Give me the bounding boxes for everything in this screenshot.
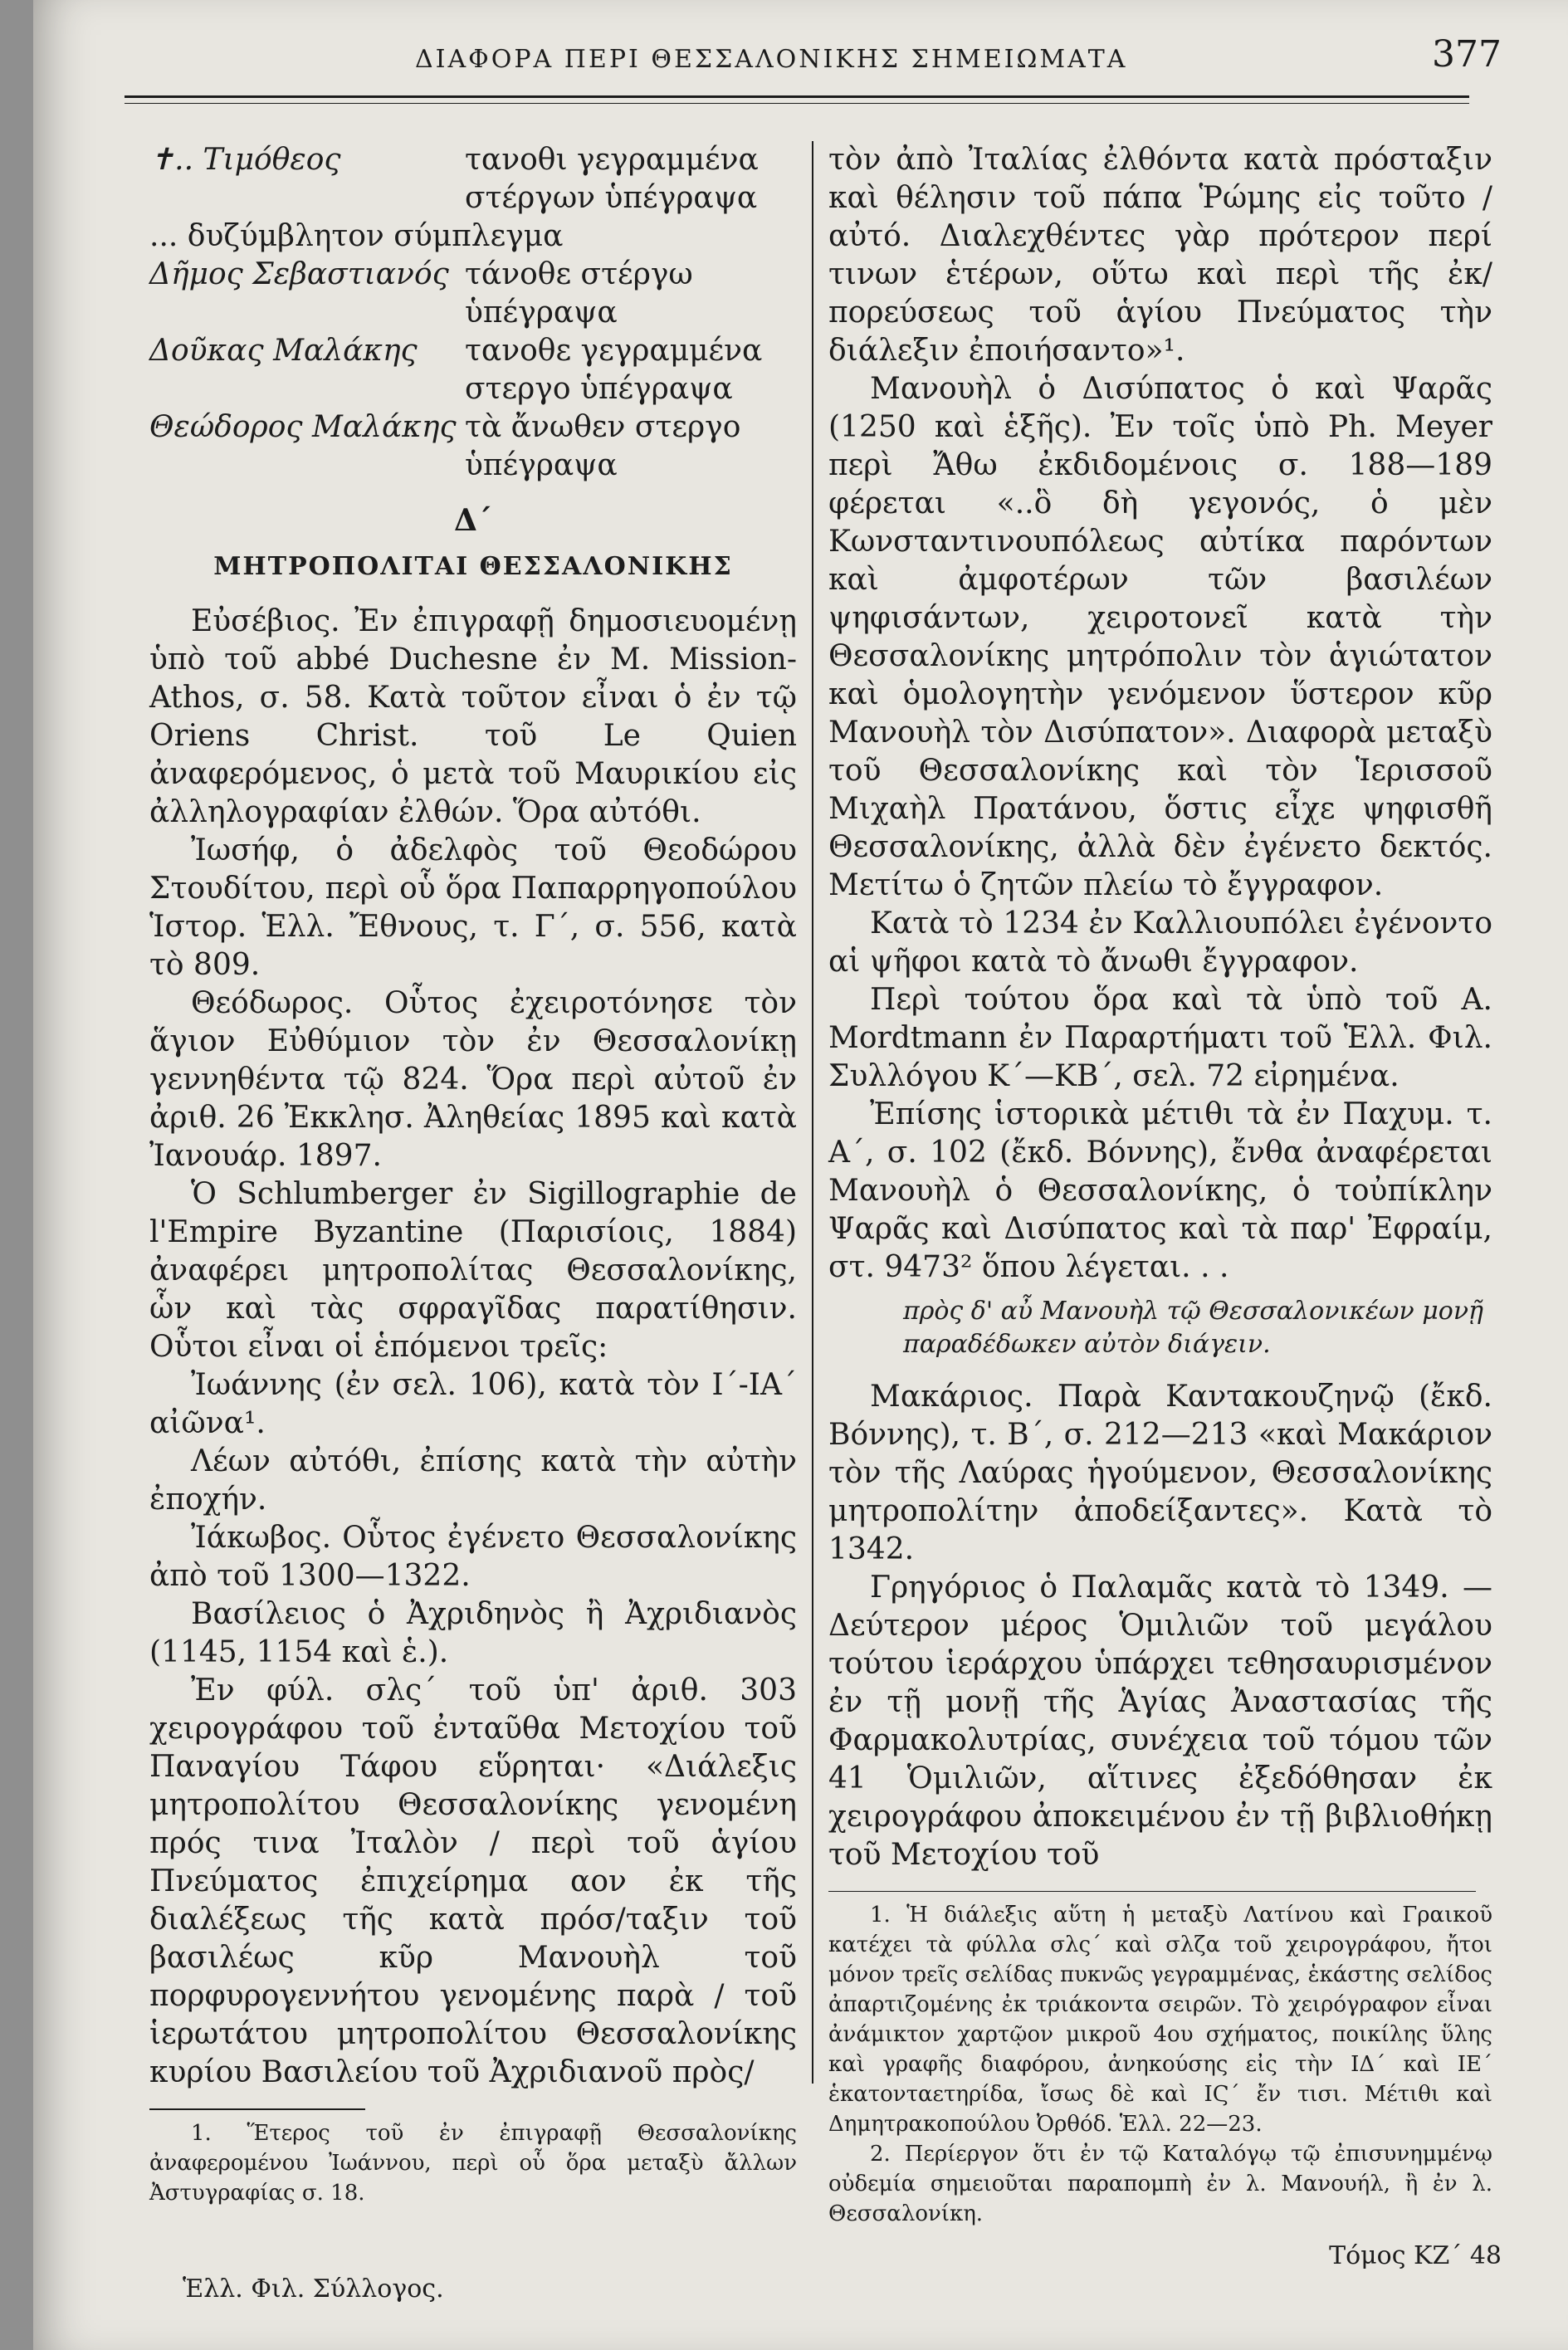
volume-signature: Τόμος ΚΖ΄ 48 [1329, 2241, 1502, 2270]
header-rule-thin [125, 103, 1469, 104]
paragraph: Ἐπίσης ἱστορικὰ μέτιθι τὰ ἐν Παχυμ. τ. Α΄, σ. 102 (ἔκδ. Βόννης), ἔνθα ἀναφέρεται Μανουὴλ ὁ Θεσσαλονίκης, ὁ τοὐπίκλην Ψαρᾶς καὶ Δισύπατος καὶ τὰ παρ' Ἐφραίμ, στ. 9473² ὅπου λέγεται. . . [828, 1097, 1492, 1284]
paragraph: Μανουὴλ ὁ Δισύπατος ὁ καὶ Ψαρᾶς (1250 καὶ ἑξῆς). Ἐν τοῖς ὑπὸ Ph. Meyer περὶ Ἄθω ἐκδιδομένοις σ. 188—189 φέρεται «..ὃ δὴ γεγονός, ὁ μὲν Κωνσταντινουπόλεως αὐτίκα παρόντων καὶ ἀμφοτέρων τῶν βασιλέων ψηφισάντων, χειροτονεῖ κατὰ τὴν Θεσσαλονίκης μητρόπολιν τὸν ἁγιώτατον καὶ ὁμολογητὴν γενόμενον ὕστερον κῦρ Μανουὴλ τὸν Δισύπατον». Διαφορὰ μεταξὺ τοῦ Θεσσαλονίκης καὶ τὸν Ἱερισσοῦ Μιχαὴλ Πρατάνου, ὅστις εἶχε ψηφισθῆ Θεσσαλονίκης, ἀλλὰ δὲν ἐγένετο δεκτός. Μετίτω ὁ ζητῶν πλείω τὸ ἔγγραφον. [828, 372, 1492, 902]
paragraph: Εὐσέβιος. Ἐν ἐπιγραφῇ δημοσιευομένῃ ὑπὸ τοῦ abbé Duchesne ἐν M. Mission-Athos, σ. 58. Κατὰ τοῦτον εἶναι ὁ ἐν τῷ Oriens Christ. τοῦ Le Quien ἀναφερόμενος, ὁ μετὰ τοῦ Μαυρικίου εἰς ἀλληλογραφίαν ἐλθών. Ὅρα αὐτόθι. [149, 604, 797, 829]
paragraph: Κατὰ τὸ 1234 ἐν Καλλιουπόλει ἐγένοντο αἱ ψῆφοι κατὰ τὸ ἄνωθι ἔγγραφον. [828, 906, 1492, 979]
verse-quote: πρὸς δ' αὖ Μανουὴλ τῷ Θεσσαλονικέων μονῇ παραδέδωκεν αὐτὸν διάγειν. [903, 1297, 1484, 1359]
signature-text: τάνοθε στέργω ὑπέγραψα [465, 257, 693, 330]
signature-name: Θεώδορος Μαλάκης [149, 410, 457, 444]
footer-society: Ἑλλ. Φιλ. Σύλλογος. [183, 2274, 444, 2304]
footnote-rule [149, 2108, 365, 2110]
signature-name: Δῆμος Σεβαστιανός [149, 257, 449, 291]
signature-list [149, 141, 797, 485]
paragraph: Ἰωάννης (ἐν σελ. 106), κατὰ τὸν Ι΄-ΙΑ΄ αἰῶνα¹. [149, 1368, 797, 1440]
signature-text: τανοθι γεγραμμένα στέργων ὑπέγραψα [465, 143, 759, 215]
header-rule [125, 95, 1469, 98]
signature-name: ... δυζύμβλητον σύμπλεγμα [149, 219, 564, 253]
left-column [149, 141, 797, 2208]
paragraph: Γρηγόριος ὁ Παλαμᾶς κατὰ τὸ 1349. —Δεύτερον μέρος Ὁμιλιῶν τοῦ μεγάλου τούτου ἱεράρχου ὑπάρχει τεθησαυρισμένον ἐν τῇ μονῇ τῆς Ἁγίας Ἀναστασίας τῆς Φαρμακολυτρίας, συνέχεια τοῦ τόμου τῶν 41 Ὁμιλιῶν, αἵτινες ἐξεδόθησαν ἐκ χειρογράφου ἀποκειμένου ἐν τῇ βιβλιοθήκῃ τοῦ Μετοχίου τοῦ [828, 1571, 1492, 1872]
paragraph: Μακάριος. Παρὰ Καντακουζηνῷ (ἔκδ. Βόννης), τ. Β΄, σ. 212—213 «καὶ Μακάριον τὸν τῆς Λαύρας ἡγούμενον, Θεσσαλονίκης μητροπολίτην ἀποδείξαντες». Κατὰ τὸ 1342. [828, 1380, 1492, 1566]
paragraph: Ἐν φύλ. σλς΄ τοῦ ὑπ' ἀριθ. 303 χειρογράφου τοῦ ἐνταῦθα Μετοχίου τοῦ Παναγίου Τάφου εὕρηται· «Διάλεξις μητροπολίτου Θεσσαλονίκης γενομένη πρός τινα Ἰταλὸν / περὶ τοῦ ἁγίου Πνεύματος ἐπιχείρημα αον ἐκ τῆς διαλέξεως τῆς κατὰ πρόσ/ταξιν τοῦ βασιλέως κῦρ Μανουὴλ τοῦ πορφυρογεννήτου γενομένης παρὰ / τοῦ ἱερωτάτου μητροπολίτου Θεσσαλονίκης κυρίου Βασιλείου τοῦ Ἀχριδιανοῦ πρὸς/ [149, 1673, 797, 2089]
footnote-rule [828, 1891, 1476, 1892]
signature-row [149, 141, 797, 217]
footnote: 2. Περίεργον ὅτι ἐν τῷ Καταλόγῳ τῷ ἐπισυνημμένῳ οὐδεμία σημειοῦται παραπομπὴ ἐν λ. Μανουήλ, ἢ ἐν λ. Θεσσαλονίκη. [828, 2142, 1492, 2226]
paragraph: τὸν ἀπὸ Ἰταλίας ἐλθόντα κατὰ πρόσταξιν καὶ θέλησιν τοῦ πάπα Ῥώμης εἰς τοῦτο / αὐτό. Διαλεχθέντες γὰρ πρότερον περί τινων ἑτέρων, οὕτω καὶ περὶ τῆς ἐκ/πορεύσεως τοῦ ἁγίου Πνεύματος τὴν διάλεξιν ἐποιήσαντο»¹. [828, 143, 1492, 368]
footnote: 1. Ἕτερος τοῦ ἐν ἐπιγραφῇ Θεσσαλονίκης ἀναφερομένου Ἰωάννου, περὶ οὗ ὅρα μεταξὺ ἄλλων Ἀστυγραφίας σ. 18. [149, 2121, 797, 2206]
right-column [828, 141, 1492, 2229]
signature-name: Δοῦκας Μαλάκης [149, 334, 418, 368]
signature-row [149, 217, 797, 256]
running-title: ΔΙΑΦΟΡΑ ΠΕΡΙ ΘΕΣΣΑΛΟΝΙΚΗΣ ΣΗΜΕΙΩΜΑΤΑ [415, 45, 1128, 74]
page-header [166, 33, 1518, 91]
page [33, 0, 1568, 2350]
page-number: 377 [1432, 33, 1502, 76]
column-divider [812, 141, 813, 2084]
section-heading: ΜΗΤΡΟΠΟΛΙΤΑΙ ΘΕΣΣΑΛΟΝΙΚΗΣ [213, 552, 733, 581]
footnote: 1. Ἡ διάλεξις αὕτη ἡ μεταξὺ Λατίνου καὶ Γραικοῦ κατέχει τὰ φύλλα σλς΄ καὶ σλζα τοῦ χειρογράφου, ἤτοι μόνον τρεῖς σελίδας πυκνῶς γεγραμμένας, ἑκάστης σελίδος ἀπαρτιζομένης ἐκ τριάκοντα σειρῶν. Τὸ χειρόγραφον εἶναι ἀνάμικτον χαρτῷον μικροῦ 4ου σχήματος, ποικίλης ὕλης καὶ γραφῆς διαφόρου, ἀνηκούσης εἰς τὴν ΙΔ΄ καὶ ΙΕ΄ ἑκατονταετηρίδα, ἴσως δὲ καὶ ΙϚ΄ ἔν τισι. Μέτιθι καὶ Δημητρακοπούλου Ὀρθόδ. Ἑλλ. 22—23. [828, 1903, 1492, 2137]
paragraph: Ἰάκωβος. Οὗτος ἐγένετο Θεσσαλονίκης ἀπὸ τοῦ 1300—1322. [149, 1521, 797, 1593]
signature-text: τανοθε γεγραμμένα στεργο ὑπέγραψα [465, 334, 763, 406]
paragraph: Περὶ τούτου ὅρα καὶ τὰ ὑπὸ τοῦ A. Mordtmann ἐν Παραρτήματι τοῦ Ἑλλ. Φιλ. Συλλόγου Κ΄—ΚΒ΄, σελ. 72 εἰρημένα. [828, 983, 1492, 1093]
signature-row [149, 256, 797, 332]
paragraph: Βασίλειος ὁ Ἀχριδηνὸς ἢ Ἀχριδιανὸς (1145, 1154 καὶ ἑ.). [149, 1597, 797, 1669]
signature-row [149, 332, 797, 408]
section-letter: Δ΄ [454, 503, 492, 538]
cross-mark: ✝.. [149, 143, 194, 177]
paragraph: Ὁ Schlumberger ἐν Sigillographie de l'Empire Byzantine (Παρισίοις, 1884) ἀναφέρει μητροπολίτας Θεσσαλονίκης, ὧν καὶ τὰς σφραγῖδας παρατίθησιν. Οὗτοι εἶναι οἱ ἑπόμενοι τρεῖς: [149, 1177, 797, 1364]
signature-row [149, 408, 797, 485]
paragraph: Θεόδωρος. Οὗτος ἐχειροτόνησε τὸν ἅγιον Εὐθύμιον τὸν ἐν Θεσσαλονίκῃ γεννηθέντα τῷ 824. Ὅρα περὶ αὐτοῦ ἐν ἀριθ. 26 Ἐκκλησ. Ἀληθείας 1895 καὶ κατὰ Ἰανουάρ. 1897. [149, 986, 797, 1173]
paragraph: Ἰωσήφ, ὁ ἀδελφὸς τοῦ Θεοδώρου Στουδίτου, περὶ οὗ ὅρα Παπαρρηγοπούλου Ἱστορ. Ἑλλ. Ἔθνους, τ. Γ΄, σ. 556, κατὰ τὸ 809. [149, 833, 797, 982]
signature-text: τὰ ἄνωθεν στεργο ὑπέγραψα [465, 410, 741, 482]
paragraph: Λέων αὐτόθι, ἐπίσης κατὰ τὴν αὐτὴν ἐποχήν. [149, 1444, 797, 1517]
signature-name: ✝.. Τιμόθεος [149, 141, 465, 217]
